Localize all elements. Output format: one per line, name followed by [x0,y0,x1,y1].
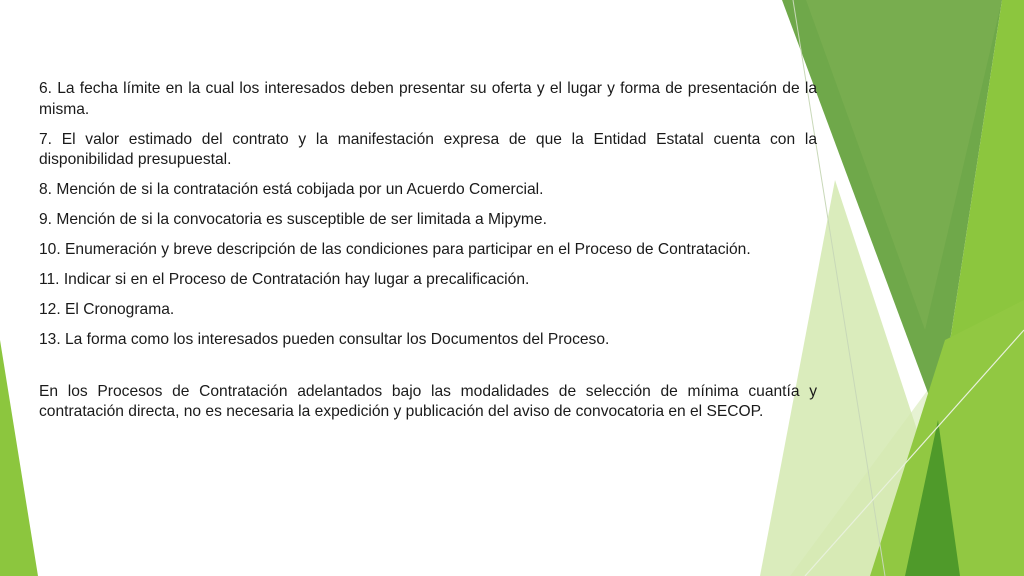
slide-body [39,79,817,432]
list-item: 12. El Cronograma. [39,301,175,318]
list-item: 6. La fecha límite en la cual los interesados deben presentar su oferta y el lugar y forma de presentación de la misma. [39,80,817,118]
list-item: 8. Mención de si la contratación está cobijada por un Acuerdo Comercial. [39,181,544,198]
list-item: 11. Indicar si en el Proceso de Contratación hay lugar a precalificación. [39,271,530,288]
list-item: 13. La forma como los interesados pueden consultar los Documentos del Proceso. [39,331,610,348]
list-item: 9. Mención de si la convocatoria es susceptible de ser limitada a Mipyme. [39,211,547,228]
list-item: 10. Enumeración y breve descripción de las condiciones para participar en el Proceso de Contratación. [39,241,751,258]
list-item: 7. El valor estimado del contrato y la manifestación expresa de que la Entidad Estatal cuenta con la disponibilidad presupuestal. [39,130,817,168]
left-edge-sliver [0,340,38,576]
closing-paragraph: En los Procesos de Contratación adelantados bajo las modalidades de selección de mínima cuantía y contratación directa, no es necesaria la expedición y publicación del aviso de convocatoria en el SECOP. [39,382,817,420]
